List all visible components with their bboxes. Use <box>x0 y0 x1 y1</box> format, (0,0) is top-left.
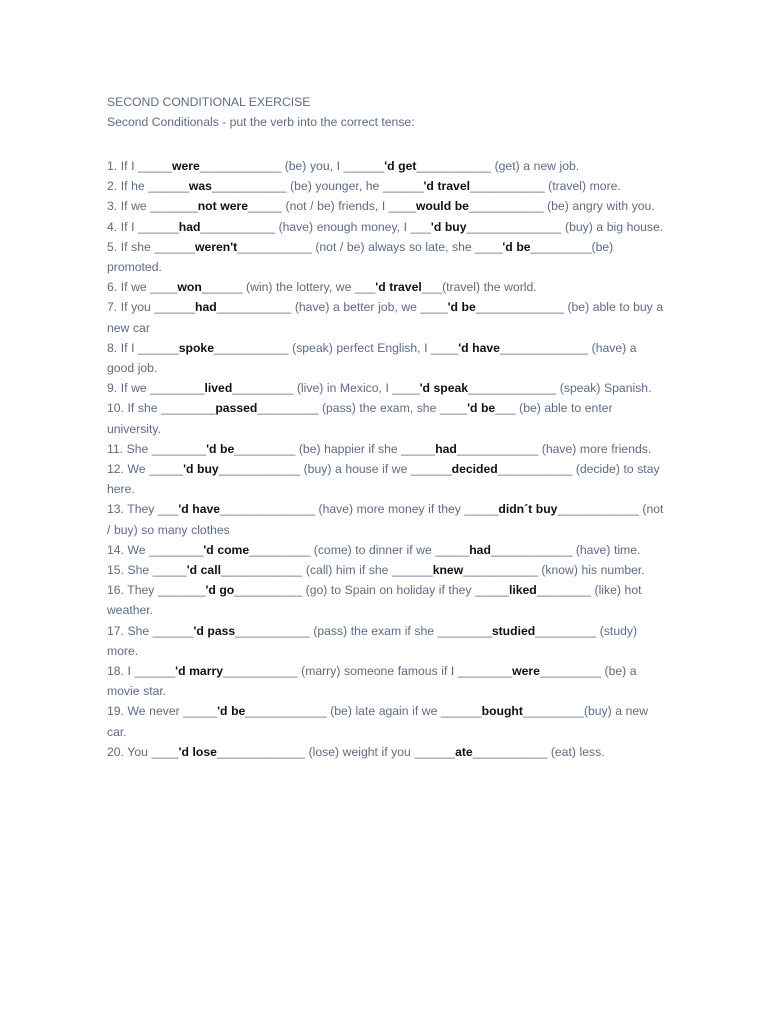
exercise-item <box>107 398 667 438</box>
prompt-text: 12. We _____ <box>107 462 184 477</box>
prompt-text: _____________ (lose) weight if you ______ <box>216 744 456 759</box>
answer: 'd have <box>458 340 500 355</box>
prompt-text: _________ (be) happier if she _____ <box>234 441 436 456</box>
prompt-text: 5. If she ______ <box>107 239 196 254</box>
answer: passed <box>215 401 258 416</box>
prompt-text: 17. She ______ <box>107 623 194 638</box>
exercise-item <box>107 196 667 216</box>
prompt-text: _________ (pass) the exam, she ____ <box>257 401 468 416</box>
exercise-item <box>107 621 667 661</box>
prompt-text: ______________ (buy) a big house. <box>466 219 664 234</box>
exercise-item <box>107 237 667 277</box>
answer: 'd travel <box>375 280 422 295</box>
exercise-item <box>107 176 667 196</box>
exercise-item <box>107 560 667 580</box>
answer: spoke <box>178 340 214 355</box>
answer: 'd pass <box>193 623 236 638</box>
prompt-text: 1. If I _____ <box>107 159 172 173</box>
exercise-list <box>107 156 667 762</box>
exercise-item <box>107 540 667 560</box>
prompt-text: ___________ (have) enough money, I ___ <box>200 219 431 234</box>
answer: 'd have <box>178 502 221 517</box>
answer: 'd be <box>502 239 531 254</box>
worksheet <box>107 95 667 762</box>
answer: was <box>188 179 212 194</box>
prompt-text: ______________ (have) more money if they _____ <box>220 502 499 517</box>
answer: lived <box>204 381 233 396</box>
prompt-text: ____________ (be) late again if we ______ <box>245 704 482 719</box>
prompt-text: 9. If we ________ <box>107 381 205 396</box>
prompt-text: ____________ (call) him if she ______ <box>220 563 433 578</box>
answer: 'd marry <box>175 664 223 679</box>
exercise-item <box>107 742 667 762</box>
prompt-text: _____________ (be) able to buy a new car <box>107 300 664 335</box>
answer: 'd speak <box>419 381 469 396</box>
prompt-text: 19. We never _____ <box>107 704 218 719</box>
prompt-text: _________ (be) a movie star. <box>107 664 637 699</box>
exercise-item <box>107 661 667 701</box>
answer: didn´t buy <box>498 502 558 517</box>
prompt-text: ____________ (have) more friends. <box>456 441 652 456</box>
answer: won <box>177 280 202 295</box>
prompt-text: _________ (come) to dinner if we _____ <box>249 542 470 557</box>
prompt-text: ______ (win) the lottery, we ___ <box>201 280 376 295</box>
prompt-text: ___ (be) able to enter university. <box>107 401 613 436</box>
prompt-text: ___(travel) the world. <box>421 280 537 295</box>
prompt-text: 4. If I ______ <box>107 219 179 234</box>
answer: 'd be <box>206 441 235 456</box>
prompt-text: ___________ (be) angry with you. <box>468 199 655 214</box>
prompt-text: 20. You ____ <box>107 744 179 759</box>
prompt-text: ___________ (have) a better job, we ____ <box>216 300 448 315</box>
prompt-text: 13. They ___ <box>107 502 179 517</box>
prompt-text: ____________ (be) you, I ______ <box>199 159 385 173</box>
answer: had <box>178 219 201 234</box>
prompt-text: 18. I ______ <box>107 664 176 679</box>
prompt-text: ___________ (not / be) always so late, she ____ <box>237 239 503 254</box>
answer: 'd travel <box>423 179 470 194</box>
prompt-text: 14. We ________ <box>107 542 204 557</box>
prompt-text: 8. If I ______ <box>107 340 179 355</box>
answer: had <box>195 300 217 315</box>
prompt-text: _________ (study) more. <box>107 623 638 658</box>
exercise-item <box>107 297 667 337</box>
prompt-text: ___________ (get) a new job. <box>416 159 580 173</box>
answer: were <box>171 159 200 173</box>
prompt-text: 15. She _____ <box>107 563 187 578</box>
prompt-text: _____ (not / be) friends, I ____ <box>248 199 416 214</box>
answer: weren't <box>195 239 238 254</box>
page-title: SECOND CONDITIONAL EXERCISE <box>107 95 311 109</box>
prompt-text: 16. They _______ <box>107 583 206 598</box>
answer: were <box>512 664 540 679</box>
prompt-text: _____________ (have) a good job. <box>107 340 637 376</box>
prompt-text: ___________ (travel) more. <box>469 179 621 194</box>
answer: 'd come <box>203 542 250 557</box>
prompt-text: ____________ (buy) a house if we ______ <box>218 462 452 477</box>
answer: 'd get <box>384 159 417 173</box>
exercise-item <box>107 156 667 176</box>
answer: bought <box>481 704 523 719</box>
prompt-text: 11. She ________ <box>107 441 207 456</box>
prompt-text: _________(be) promoted. <box>107 239 614 275</box>
exercise-item <box>107 499 667 539</box>
prompt-text: ____________ (not / buy) so many clothes <box>107 502 664 537</box>
prompt-text: 3. If we _______ <box>107 199 198 214</box>
answer: would be <box>415 199 469 214</box>
instructions: Second Conditionals - put the verb into the correct tense: <box>107 115 415 129</box>
exercise-item <box>107 378 667 398</box>
prompt-text: 10. If she ________ <box>107 401 216 416</box>
answer: knew <box>432 563 464 578</box>
answer: 'd go <box>205 583 235 598</box>
prompt-text: ___________ (pass) the exam if she ________ <box>235 623 492 638</box>
prompt-text: ___________ (speak) perfect English, I ____ <box>213 340 459 355</box>
prompt-text: ___________ (eat) less. <box>472 744 605 759</box>
prompt-text: ________ (like) hot weather. <box>107 583 642 618</box>
answer: 'd be <box>447 300 476 315</box>
prompt-text: _________ (live) in Mexico, I ____ <box>232 381 420 396</box>
prompt-text: __________ (go) to Spain on holiday if they _____ <box>234 583 509 598</box>
prompt-text: ___________ (marry) someone famous if I ________ <box>222 664 513 679</box>
exercise-item <box>107 580 667 620</box>
answer: 'd be <box>467 401 496 416</box>
answer: 'd lose <box>178 744 217 759</box>
answer: liked <box>508 583 537 598</box>
exercise-item <box>107 701 667 741</box>
exercise-item <box>107 459 667 499</box>
exercise-item <box>107 439 667 459</box>
exercise-item <box>107 217 667 237</box>
exercise-item <box>107 338 667 378</box>
prompt-text: ___________ (be) younger, he ______ <box>211 179 424 194</box>
prompt-text: 7. If you ______ <box>107 300 196 315</box>
answer: had <box>435 441 457 456</box>
prompt-text: ___________ (decide) to stay here. <box>107 462 660 497</box>
prompt-text: 2. If he ______ <box>107 179 189 194</box>
prompt-text: ___________ (know) his number. <box>463 563 645 578</box>
prompt-text: 6. If we ____ <box>107 280 178 295</box>
prompt-text: _________(buy) a new car. <box>107 704 649 739</box>
answer: studied <box>491 623 536 638</box>
prompt-text: _____________ (speak) Spanish. <box>468 381 652 396</box>
answer: 'd buy <box>183 462 219 477</box>
answer: 'd call <box>186 563 221 578</box>
answer: 'd buy <box>430 219 467 234</box>
answer: not were <box>197 199 249 214</box>
exercise-item <box>107 277 667 297</box>
answer: decided <box>451 462 498 477</box>
prompt-text: ____________ (have) time. <box>490 542 641 557</box>
answer: had <box>469 542 491 557</box>
answer: ate <box>455 744 473 759</box>
answer: 'd be <box>217 704 246 719</box>
